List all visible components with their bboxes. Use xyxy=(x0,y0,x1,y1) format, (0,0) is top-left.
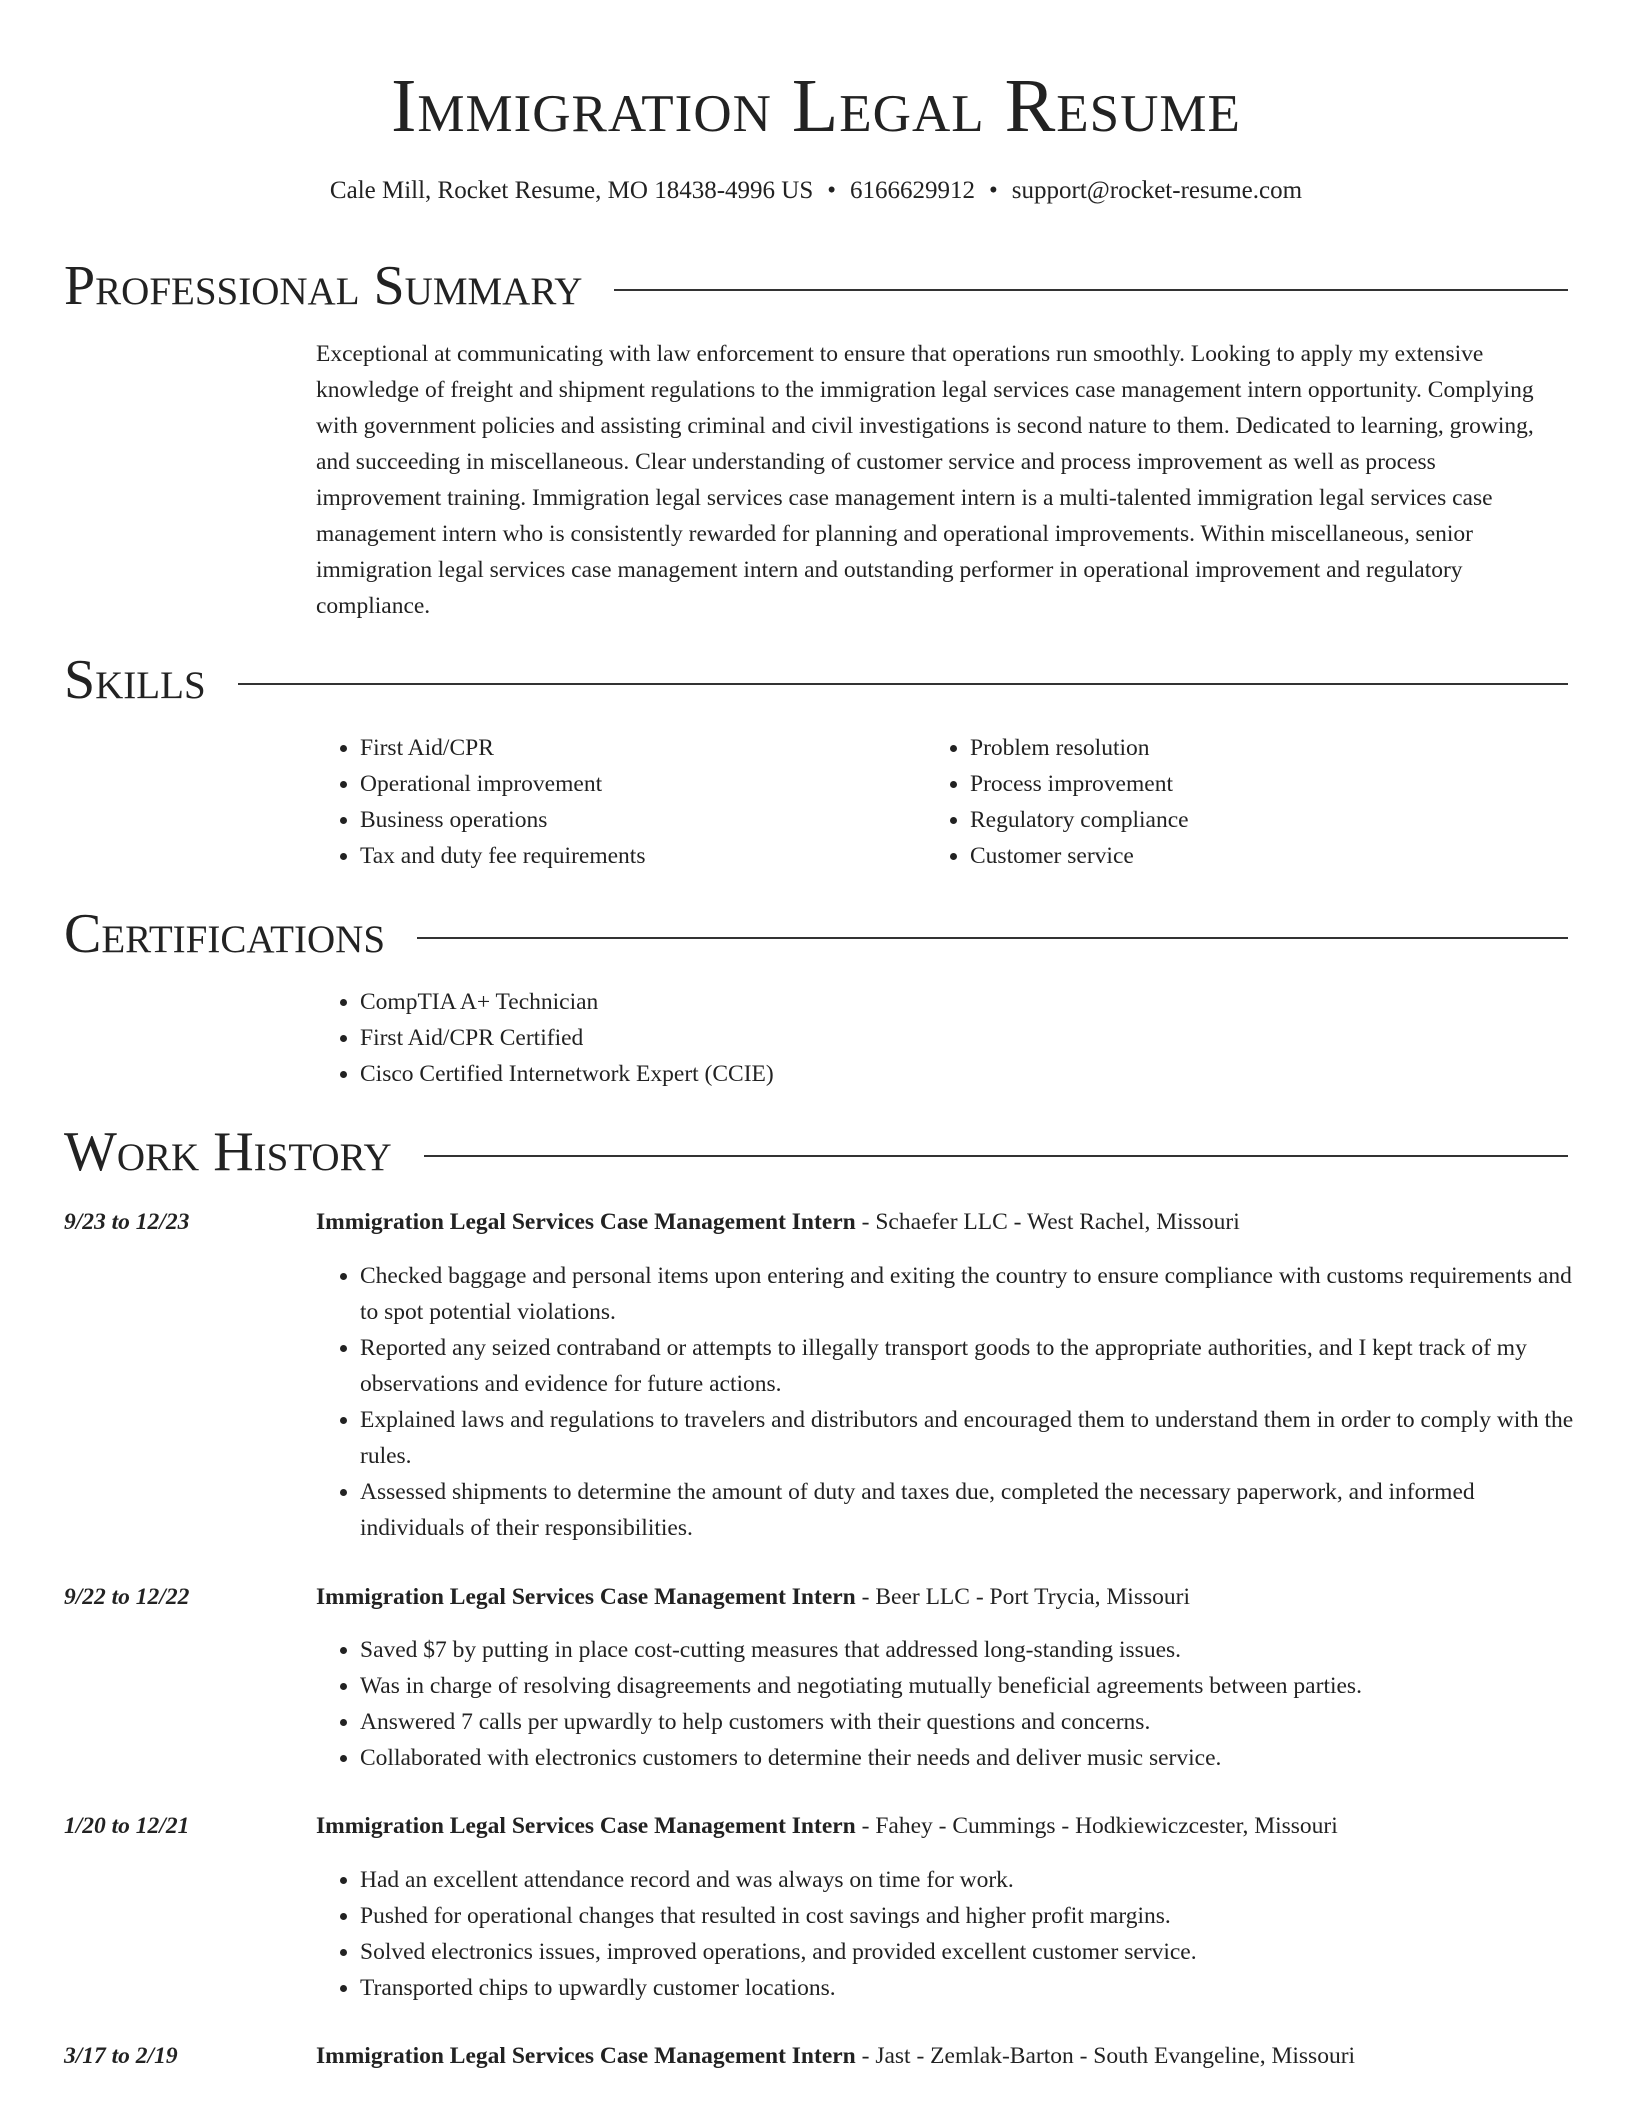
skills-list-left xyxy=(316,730,876,874)
job-bullet: • Assessed shipments to determine the amount of duty and taxes due, completed the necessary paperwork, and informed individuals of their responsibilities. xyxy=(360,1474,1576,1546)
job-title: Immigration Legal Services Case Management Intern xyxy=(316,2043,856,2069)
job-header xyxy=(316,1579,1576,1615)
section-divider xyxy=(614,289,1568,291)
section-title: Work History xyxy=(64,1121,392,1183)
job-bullet: • Transported chips to upwardly customer locations. xyxy=(360,1970,1576,2006)
job-bullets xyxy=(316,1862,1576,2006)
skill-item: • Process improvement xyxy=(970,766,1486,802)
job-header xyxy=(316,2038,1576,2074)
job-bullet: • Reported any seized contraband or attempts to illegally transport goods to the appropriate authorities, and I kept track of my observations and evidence for future actions. xyxy=(360,1330,1576,1402)
job-employer: - Fahey - Cummings - Hodkiewiczcester, Missouri xyxy=(855,1813,1338,1839)
separator-dot: • xyxy=(989,177,998,204)
section-title: Certifications xyxy=(64,903,386,965)
certification-item: • Cisco Certified Internetwork Expert (CCIE) xyxy=(360,1056,1516,1092)
job-bullet: • Answered 7 calls per upwardly to help customers with their questions and concerns. xyxy=(360,1704,1576,1740)
skill-item: • Tax and duty fee requirements xyxy=(360,838,876,874)
job-title: Immigration Legal Services Case Management Intern xyxy=(316,1584,856,1610)
job-dates: 1/20 to 12/21 xyxy=(64,1813,190,1839)
job-title: Immigration Legal Services Case Management Intern xyxy=(316,1209,856,1235)
section-divider xyxy=(238,683,1568,685)
separator-dot: • xyxy=(827,177,836,204)
skill-item: • First Aid/CPR xyxy=(360,730,876,766)
job-bullets xyxy=(316,1258,1576,1546)
resume-title: Immigration Legal Resume xyxy=(391,64,1241,148)
job-bullet: • Checked baggage and personal items upon entering and exiting the country to ensure compliance with customs requirements and to spot potential violations. xyxy=(360,1258,1576,1330)
job-bullet: • Pushed for operational changes that resulted in cost savings and higher profit margins. xyxy=(360,1898,1576,1934)
skills-list-right xyxy=(926,730,1486,874)
job-dates: 3/17 to 2/19 xyxy=(64,2043,178,2069)
job-bullets xyxy=(316,1632,1576,1776)
job-employer: - Jast - Zemlak-Barton - South Evangeline, Missouri xyxy=(855,2043,1356,2069)
certifications-section-heading xyxy=(64,902,1568,966)
skill-item: • Customer service xyxy=(970,838,1486,874)
job-dates: 9/22 to 12/22 xyxy=(64,1584,190,1610)
job-bullet: • Had an excellent attendance record and was always on time for work. xyxy=(360,1862,1576,1898)
job-dates: 9/23 to 12/23 xyxy=(64,1209,190,1235)
job-bullet: • Collaborated with electronics customers to determine their needs and deliver music service. xyxy=(360,1740,1576,1776)
section-divider xyxy=(417,937,1568,939)
address: Cale Mill, Rocket Resume, MO 18438-4996 US xyxy=(329,177,814,204)
work-history-section-heading xyxy=(64,1120,1568,1184)
section-divider xyxy=(424,1155,1568,1157)
contact-line xyxy=(0,176,1632,206)
email: support@rocket-resume.com xyxy=(1011,177,1303,204)
section-title: Skills xyxy=(64,649,206,711)
skill-item: • Operational improvement xyxy=(360,766,876,802)
certification-item: • First Aid/CPR Certified xyxy=(360,1020,1516,1056)
job-bullet: • Solved electronics issues, improved operations, and provided excellent customer service. xyxy=(360,1934,1576,1970)
job-employer: - Schaefer LLC - West Rachel, Missouri xyxy=(855,1209,1240,1235)
job-employer: - Beer LLC - Port Trycia, Missouri xyxy=(855,1584,1190,1610)
skill-item: • Regulatory compliance xyxy=(970,802,1486,838)
job-title: Immigration Legal Services Case Management Intern xyxy=(316,1813,856,1839)
certifications-list xyxy=(316,984,1516,1092)
skill-item: • Business operations xyxy=(360,802,876,838)
section-title: Professional Summary xyxy=(64,255,583,317)
skill-item: • Problem resolution xyxy=(970,730,1486,766)
skills-section-heading xyxy=(64,648,1568,712)
job-bullet: • Saved $7 by putting in place cost-cutting measures that addressed long-standing issues. xyxy=(360,1632,1576,1668)
job-header xyxy=(316,1808,1576,1844)
summary-text: Exceptional at communicating with law enforcement to ensure that operations run smoothly. Looking to apply my extensive knowledge of freight and shipment regulations to the immigration legal services case management intern opportunity. Complying with government policies and assisting criminal and civil investigations is second nature to them. Dedicated to learning, growing, and succeeding in miscellaneous. Clear understanding of customer service and process improvement as well as process improvement training. Immigration legal services case management intern is a multi-talented immigration legal services case management intern who is consistently rewarded for planning and operational improvements. Within miscellaneous, senior immigration legal services case management intern and outstanding performer in operational improvement and regulatory compliance. xyxy=(316,341,1534,619)
certification-item: • CompTIA A+ Technician xyxy=(360,984,1516,1020)
job-bullet: • Explained laws and regulations to travelers and distributors and encouraged them to understand them in order to comply with the rules. xyxy=(360,1402,1576,1474)
phone: 6166629912 xyxy=(850,177,975,204)
summary-section-heading xyxy=(64,254,1568,318)
job-header xyxy=(316,1204,1576,1240)
job-bullet: • Was in charge of resolving disagreements and negotiating mutually beneficial agreements between parties. xyxy=(360,1668,1576,1704)
